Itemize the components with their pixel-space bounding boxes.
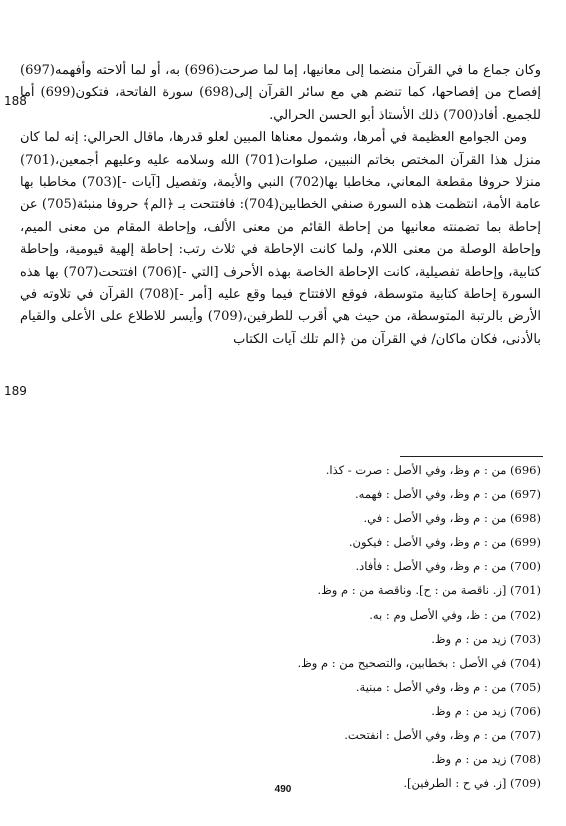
- paragraph: ومن الجوامع العظيمة في أمرها، وشمول معناها المبين لعلو قدرها، ماقال الحرالي: إنه لما كان منزل هذا القرآن المختص بخاتم النبيين، صلوات(701) الله وسلامه عليه وعليهم أجمعين،(701) منزلا حروفا مقطعة المعاني، مخاطبا بها(702) النبي والأيمة، وتفصيل [آيات -](703) مخاطبا بها عامة الأمة، انتظمت هذه السورة صنفي الخطابين(704): فافتتحت بـ ﴿الم﴾ حروفا منبئة(705) عن إحاطة بما تضمنته معانيها من إحاطة القائم من معنى الألف، وإحاطة المقام من معنى الميم، وإحاطة الوصلة من معنى اللام، ولما كانت الإحاطة في ثلاث رتب: إحاطة إلهية قيومية، وإحاطة كتابية، وإحاطة تفصيلية، كانت الإحاطة الخاصة بهذه الأحرف [التي -](706) افتتحت(707) بها هذه السورة إحاطة كتابية متوسطة، فوقع الافتتاح فيما وقع عليه [أمر -](708) القرآن في تلاوته في الأرض بالرتبة المتوسطة، من حيث هي أقرب للطرفين،(709) وأيسر للاطلاع على الأعلى والقيام بالأدنى، فكان ماكان/ في القرآن من ﴿الم تلك آيات الكتاب: [20, 130, 542, 347]
- paragraph: وكان جماع ما في القرآن منضما إلى معانيها، إما لما صرحت(696) به، أو لما ألاحته وأفهمه(697) إفصاح من إفصاحها، كما تنضم هي مع سائر القرآن إلى(698) سورة الفاتحة، فتكون(699) أما للجميع. أفاد(700) ذلك الأستاذ أبو الحسن الحرالي.: [20, 63, 541, 123]
- footnote: (698) من : م وظ، وفي الأصل : في.: [363, 511, 541, 526]
- margin-folio-number: 189: [4, 384, 27, 398]
- main-text: [20, 60, 541, 351]
- footnote: (697) من : م وظ، وفي الأصل : فهمه.: [355, 487, 541, 502]
- page-number: 490: [274, 784, 292, 795]
- footnote: (700) من : م وظ، وفي الأصل : فأفاد.: [355, 559, 541, 574]
- footnotes-list: [21, 458, 541, 795]
- footnote: (709) [ز. في ح : الطرفين].: [403, 776, 541, 791]
- footnote: (696) من : م وظ، وفي الأصل : صرت - كذا.: [325, 463, 541, 477]
- footnote: (708) زيد من : م وظ.: [431, 752, 541, 767]
- footnote: (701) [ز. ناقصة من : ح]. وناقصة من : م وظ.: [317, 583, 541, 598]
- footnote: (706) زيد من : م وظ.: [431, 703, 541, 718]
- footnote: (705) من : م وظ، وفي الأصل : مبنية.: [355, 679, 541, 694]
- margin-folio-number: 188: [4, 94, 27, 108]
- footnote: (704) في الأصل : بخطابين، والتصحيح من : م وظ.: [297, 655, 541, 670]
- footnote: (702) من : ظ، وفي الأصل وم : به.: [369, 607, 541, 622]
- footnote-separator: [400, 456, 543, 457]
- footnote: (707) من : م وظ، وفي الأصل : انفتحت.: [344, 728, 541, 743]
- footnote: (703) زيد من : م وظ.: [431, 631, 541, 646]
- footnote: (699) من : م وظ، وفي الأصل : فيكون.: [348, 535, 541, 550]
